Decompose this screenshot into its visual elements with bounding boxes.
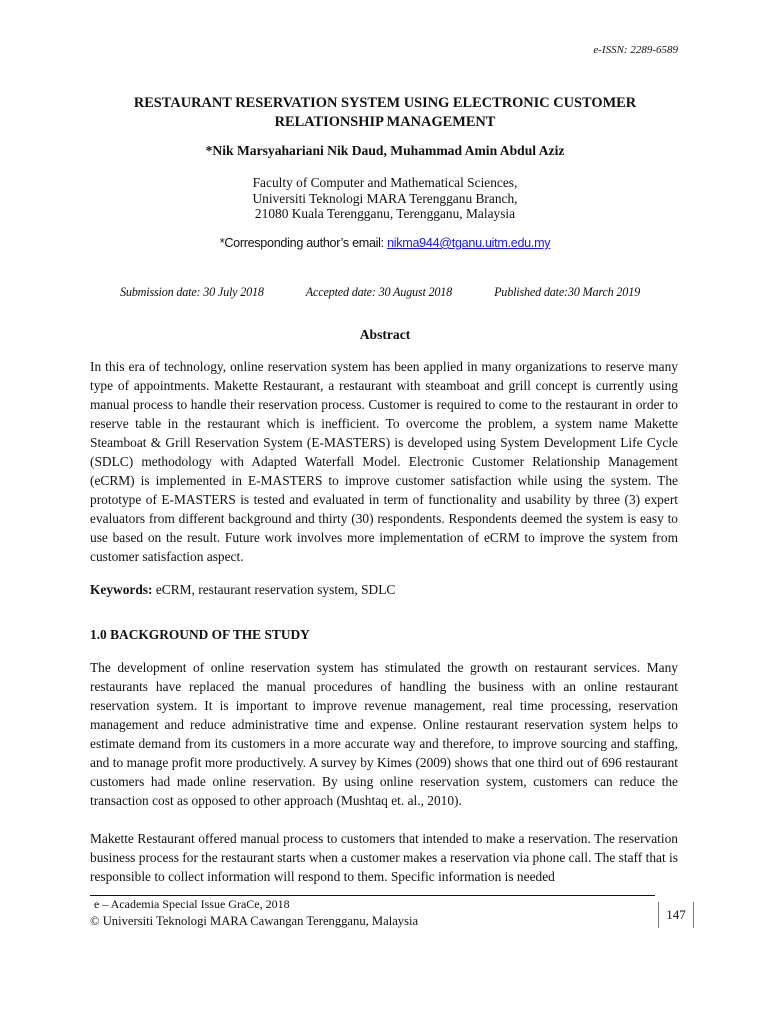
footer-journal: e – Academia Special Issue GraCe, 2018 bbox=[94, 897, 290, 911]
keywords bbox=[90, 580, 678, 599]
footer-copyright: © Universiti Teknologi MARA Cawangan Terengganu, Malaysia bbox=[90, 914, 419, 928]
paper-title bbox=[90, 94, 680, 132]
body-paragraph-1: The development of online reservation system has stimulated the growth on restaurant services. Many restaurants have replaced the manual procedures of handling the business with an online restaurant reservation system. It is important to improve revenue management, real time processing, reservation management and reduce administrative time and expense. Online restaurant reservation system helps to estimate demand from its customers in a more accurate way and therefore, to improve sourcing and staffing, and to manage profit more productively. A survey by Kimes (2009) shows that one third out of 696 restaurant customers had made online reservation. By using online reservation system, customers can reduce the transaction cost as opposed to other approach (Mushtaq et. al., 2010). bbox=[90, 660, 678, 808]
corresponding-email-link[interactable]: nikma944@tganu.uitm.edu.my bbox=[387, 236, 551, 250]
paper-title-line-1: RESTAURANT RESERVATION SYSTEM USING ELECTRONIC CUSTOMER bbox=[133, 95, 637, 111]
footer-divider bbox=[90, 895, 655, 896]
issn-header: e-ISSN: 2289-6589 bbox=[593, 44, 678, 56]
abstract-text: In this era of technology, online reservation system has been applied in many organizations to reserve many type of appointments. Makette Restaurant, a restaurant with steamboat and grill concept is currently using manual process to handle their reservation process. Customer is required to come to the restaurant in order to reserve table in the restaurant which is inefficient. To overcome the problem, a system name Makette Steamboat & Grill Reservation System (E-MASTERS) is developed using System Development Life Cycle (SDLC) methodology with Adapted Waterfall Model. Electronic Customer Relationship Management (eCRM) is implemented in E-MASTERS to improve customer satisfaction while using the system. The prototype of E-MASTERS is tested and evaluated in term of functionality and usability by three (3) expert evaluators from different background and thirty (30) respondents. Respondents deemed the system is easy to use based on the result. Future work involves more implementation of eCRM to improve the system from customer satisfaction aspect. bbox=[90, 359, 678, 564]
body-paragraph-2: Makette Restaurant offered manual process to customers that intended to make a reservation. The reservation business process for the restaurant starts when a customer makes a reservation via phone call. The staff that is responsible to collect information will respond to them. Specific information is needed bbox=[90, 831, 678, 884]
accepted-date: Accepted date: 30 August 2018 bbox=[305, 285, 453, 299]
submission-date: Submission date: 30 July 2018 bbox=[120, 285, 264, 299]
keywords-label: Keywords: bbox=[90, 582, 153, 597]
affiliation bbox=[90, 175, 680, 222]
section-heading: 1.0 BACKGROUND OF THE STUDY bbox=[90, 627, 310, 642]
affiliation-line-3: 21080 Kuala Terengganu, Terengganu, Malaysia bbox=[254, 206, 516, 221]
paper-title-line-2: RELATIONSHIP MANAGEMENT bbox=[274, 114, 496, 130]
published-date: Published date:30 March 2019 bbox=[494, 285, 640, 299]
abstract-heading: Abstract bbox=[359, 327, 411, 342]
affiliation-line-2: Universiti Teknologi MARA Terengganu Branch, bbox=[252, 190, 518, 206]
author-list: *Nik Marsyahariani Nik Daud, Muhammad Amin Abdul Aziz bbox=[205, 143, 565, 158]
keywords-text: eCRM, restaurant reservation system, SDLC bbox=[152, 582, 396, 597]
publication-dates bbox=[120, 285, 640, 300]
corresponding-author bbox=[90, 236, 680, 250]
affiliation-line-1: Faculty of Computer and Mathematical Sciences, bbox=[252, 175, 518, 190]
page-number: 147 bbox=[658, 902, 694, 928]
corresponding-label: *Corresponding author’s email: bbox=[219, 236, 384, 250]
